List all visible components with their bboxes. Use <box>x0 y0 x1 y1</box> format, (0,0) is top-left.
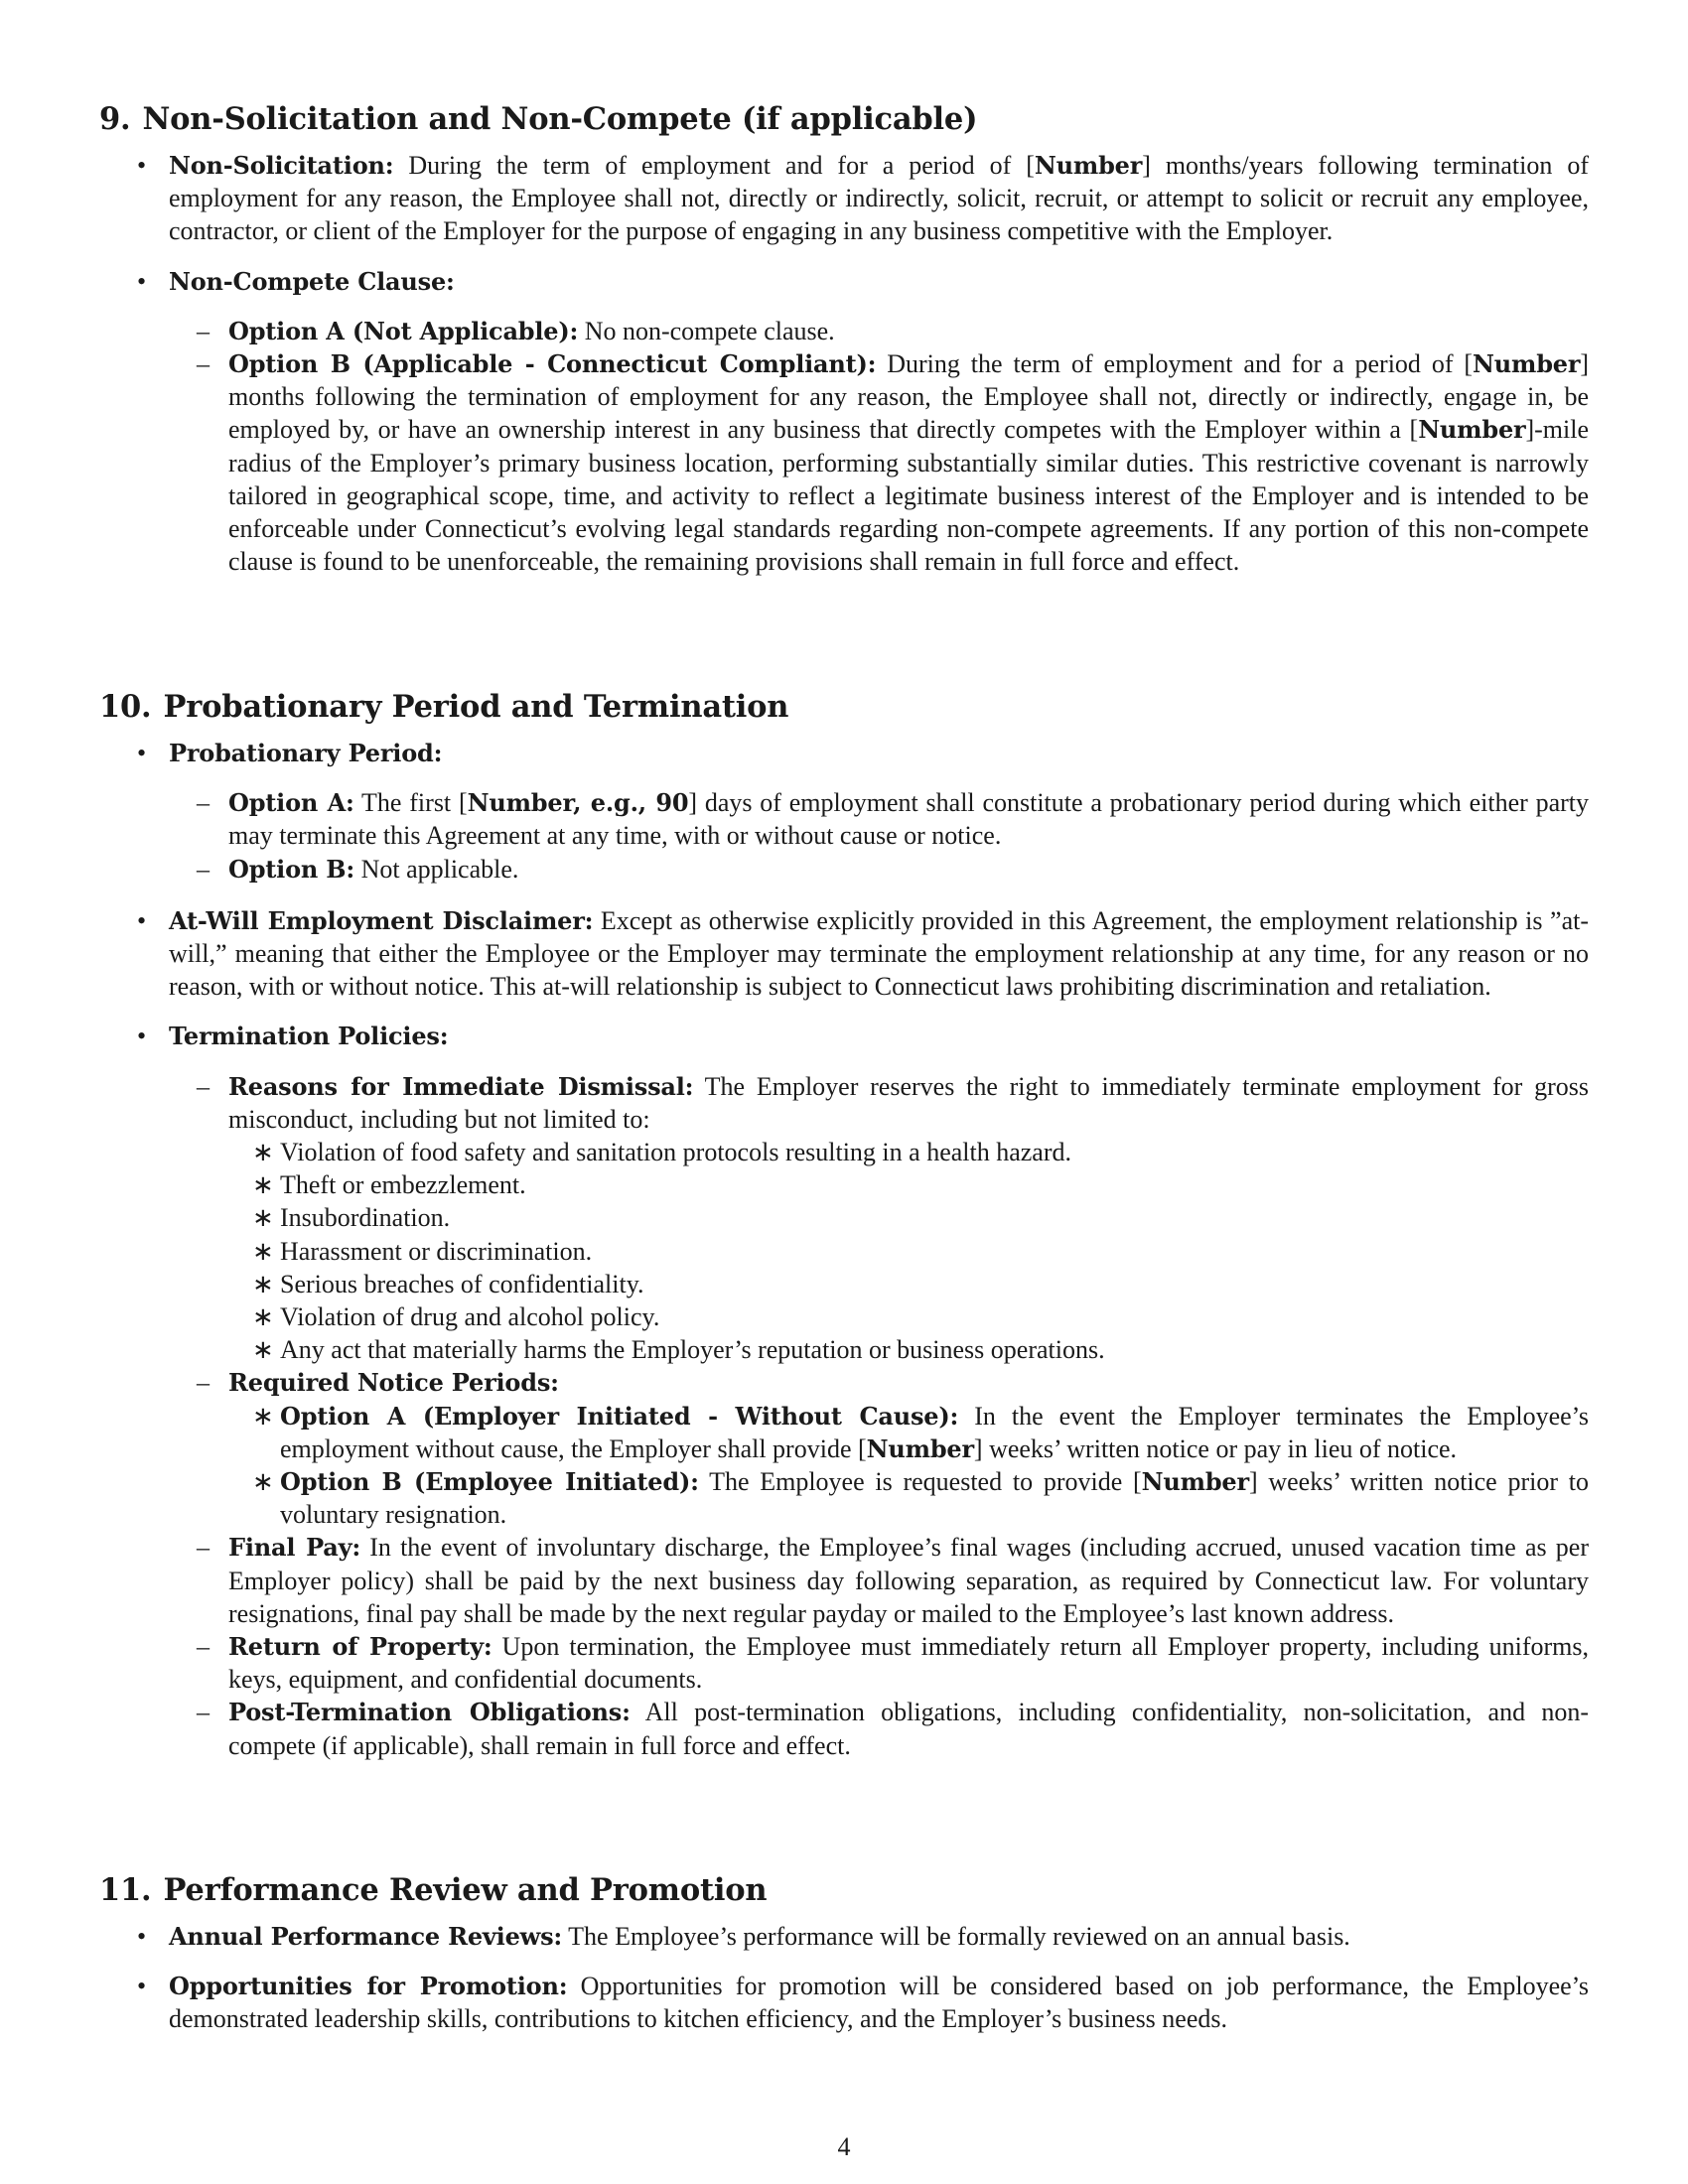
immediate-dismissal-item: – Reasons for Immediate Dismissal: The Employer reserves the right to immediately terminate employment for gross misconduct, including but not limited to: <box>99 1070 1589 1136</box>
notice-option-b: ∗ Option B (Employee Initiated): The Employee is requested to provide [Number] weeks’ written notice prior to voluntary resignation. <box>99 1465 1589 1531</box>
probationary-period-item: • Probationary Period: <box>99 737 1589 769</box>
non-compete-option-a: – Option A (Not Applicable): No non-compete clause. <box>99 315 1589 347</box>
notice-option-a: ∗ Option A (Employer Initiated - Without Cause): In the event the Employer terminates the Employee’s employment without cause, the Employer shall provide [Number] weeks’ written notice or pay in lieu of notice. <box>99 1400 1589 1465</box>
non-compete-option-b: – Option B (Applicable - Connecticut Compliant): During the term of employment and for a period of [Number] months following the termination of employment for any reason, the Employee shall not, directly or indirectly, engage in, be employed by, or have an ownership interest in any business that directly competes with the Employer within a [Number]-mile radius of the Employer’s primary business location, performing substantially similar duties. This restrictive covenant is narrowly tailored in geographical scope, time, and activity to reflect a legitimate business interest of the Employer and is intended to be enforceable under Connecticut’s evolving legal standards regarding non-compete agreements. If any portion of this non-compete clause is found to be unenforceable, the remaining provisions shall remain in full force and effect. <box>99 347 1589 578</box>
section-10-heading: 10. Probationary Period and Termination <box>99 689 789 725</box>
probationary-option-b: – Option B: Not applicable. <box>99 853 1589 886</box>
list-item: ∗ Violation of food safety and sanitation protocols resulting in a health hazard. <box>99 1136 1589 1168</box>
list-item: ∗ Insubordination. <box>99 1201 1589 1234</box>
at-will-item: • At-Will Employment Disclaimer: Except as otherwise explicitly provided in this Agreement, the employment relationship is ”at-will,” meaning that either the Employee or the Employer may terminate the employment relationship at any time, for any reason or no reason, with or without notice. This at-will relationship is subject to Connecticut laws prohibiting discrimination and retaliation. <box>99 904 1589 1004</box>
list-item: ∗ Violation of drug and alcohol policy. <box>99 1300 1589 1333</box>
return-of-property-item: – Return of Property: Upon termination, the Employee must immediately return all Employer property, including uniforms, keys, equipment, and confidential documents. <box>99 1630 1589 1696</box>
post-termination-item: – Post-Termination Obligations: All post-termination obligations, including confidentiality, non-solicitation, and non-compete (if applicable), shall remain in full force and effect. <box>99 1696 1589 1761</box>
list-item: ∗ Any act that materially harms the Employer’s reputation or business operations. <box>99 1333 1589 1366</box>
non-compete-item: • Non-Compete Clause: <box>99 265 1589 298</box>
section-11 <box>99 1870 1589 2036</box>
promotion-item: • Opportunities for Promotion: Opportunities for promotion will be considered based on job performance, the Employee’s demonstrated leadership skills, contributions to kitchen efficiency, and the Employer’s business needs. <box>99 1970 1589 2035</box>
page-number: 4 <box>837 2132 851 2161</box>
non-solicitation-item: • Non-Solicitation: During the term of employment and for a period of [Number] months/years following termination of employment for any reason, the Employee shall not, directly or indirectly, solicit, recruit, or attempt to solicit or recruit any employee, contractor, or client of the Employer for the purpose of engaging in any business competitive with the Employer. <box>99 149 1589 248</box>
section-9 <box>99 99 1589 578</box>
termination-policies-item: • Termination Policies: <box>99 1020 1589 1052</box>
annual-review-item: • Annual Performance Reviews: The Employee’s performance will be formally reviewed on an annual basis. <box>99 1920 1589 1953</box>
list-item: ∗ Serious breaches of confidentiality. <box>99 1268 1589 1300</box>
final-pay-item: – Final Pay: In the event of involuntary discharge, the Employee’s final wages (including accrued, unused vacation time as per Employer policy) shall be paid by the next business day following separation, as required by Connecticut law. For voluntary resignations, final pay shall be made by the next regular payday or mailed to the Employee’s last known address. <box>99 1531 1589 1630</box>
section-10 <box>99 687 1589 1762</box>
list-item: ∗ Theft or embezzlement. <box>99 1168 1589 1201</box>
required-notice-item: – Required Notice Periods: <box>99 1366 1589 1399</box>
section-11-heading: 11. Performance Review and Promotion <box>99 1872 768 1908</box>
probationary-option-a: – Option A: The first [Number, e.g., 90] days of employment shall constitute a probationary period during which either party may terminate this Agreement at any time, with or without cause or notice. <box>99 786 1589 852</box>
section-9-heading: 9. Non-Solicitation and Non-Compete (if applicable) <box>99 101 978 137</box>
list-item: ∗ Harassment or discrimination. <box>99 1235 1589 1268</box>
